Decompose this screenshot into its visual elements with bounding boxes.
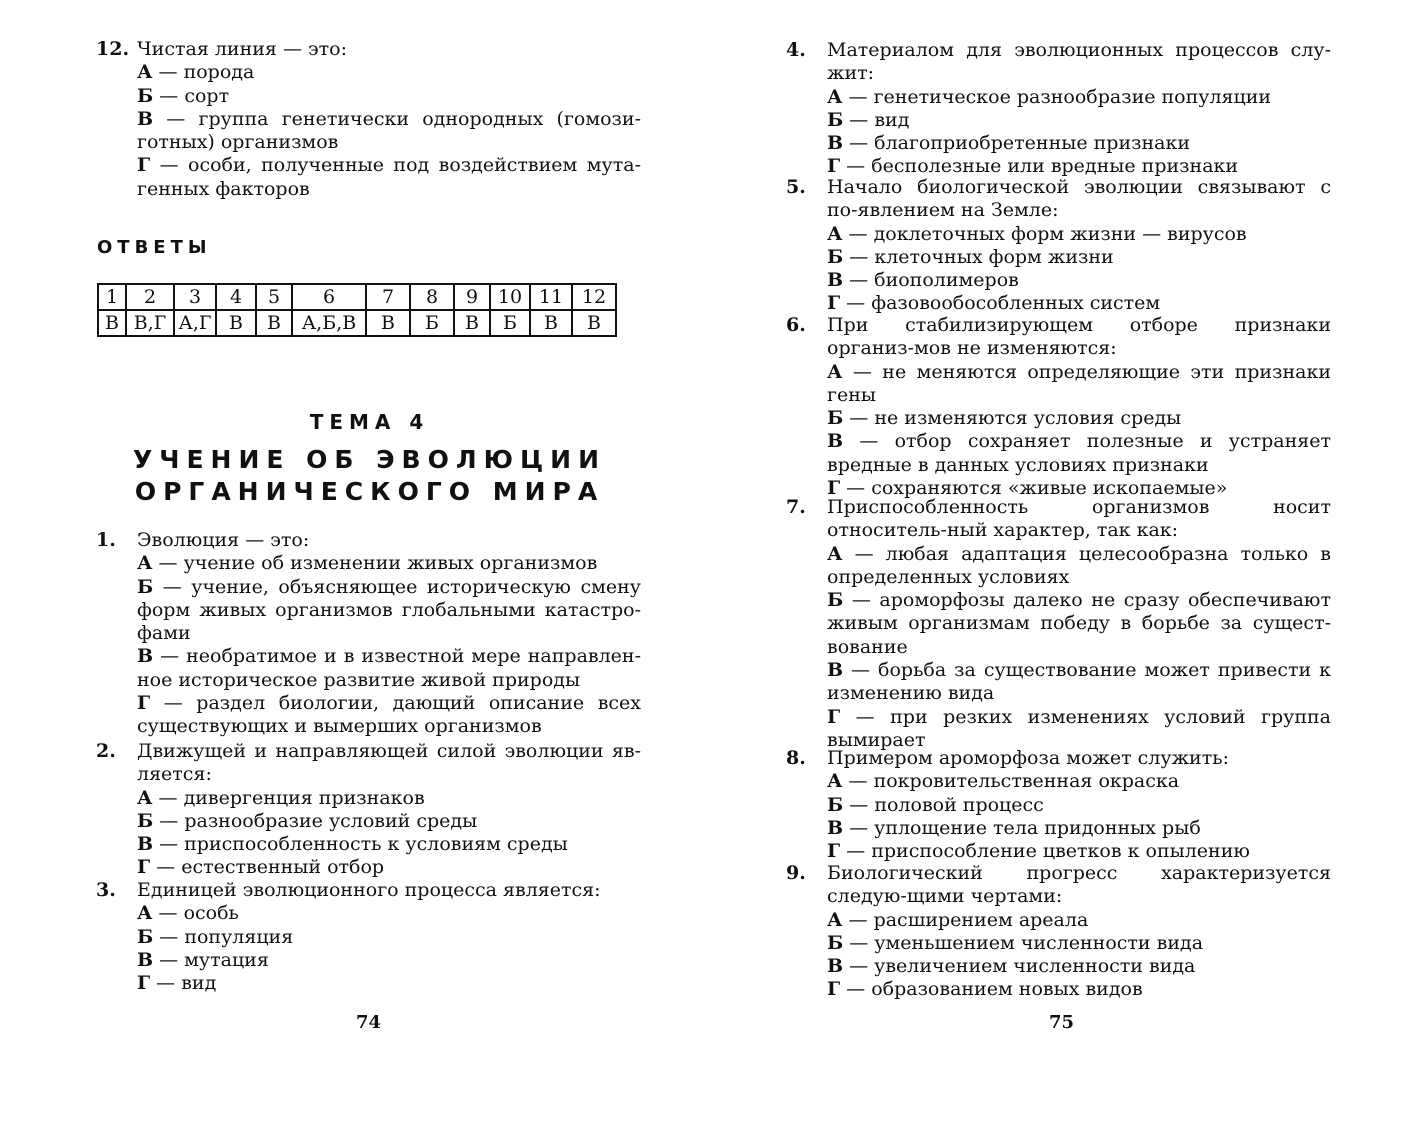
option-v: В — отбор сохраняет полезные и устраняет вредные в данных условиях признаки xyxy=(827,430,1331,476)
option-a: А — покровительственная окраска xyxy=(827,770,1180,793)
answer-number-cell: 3 xyxy=(174,284,216,310)
option-b: Б — клеточных форм жизни xyxy=(827,245,1114,268)
question-stem: Биологический прогресс характеризуется следую-щими чертами: xyxy=(827,862,1331,908)
question-1 xyxy=(96,529,641,739)
option-b: Б — вид xyxy=(827,108,910,131)
answers-table xyxy=(97,283,617,337)
option-g: Г — естественный отбор xyxy=(137,856,385,879)
answers-value-row xyxy=(98,310,616,336)
question-7 xyxy=(786,496,1331,752)
option-v: В — необратимое и в известной мере направлен-ное историческое развитие живой природы xyxy=(137,645,641,691)
answer-value-cell: В xyxy=(530,310,572,336)
option-a: А — генетическое разнообразие популяции xyxy=(827,85,1272,108)
answer-value-cell: Б xyxy=(490,310,530,336)
question-number: 6. xyxy=(786,314,806,336)
topic-title xyxy=(97,444,642,508)
question-number: 8. xyxy=(786,747,806,769)
option-a: А — расширением ареала xyxy=(827,908,1089,931)
question-stem: Примером ароморфоза может служить: xyxy=(827,747,1229,769)
option-a: А — дивергенция признаков xyxy=(137,786,425,809)
option-b: Б — не изменяются условия среды xyxy=(827,407,1182,430)
option-g: Г — образованием новых видов xyxy=(827,978,1143,1001)
question-number: 1. xyxy=(96,529,116,551)
answers-heading: ОТВЕТЫ xyxy=(97,237,212,258)
question-stem: При стабилизирующем отборе признаки организ-мов не изменяются: xyxy=(827,314,1331,360)
option-v: В — увеличением численности вида xyxy=(827,955,1196,978)
topic-number: ТЕМА 4 xyxy=(309,410,430,434)
option-a: А — порода xyxy=(137,61,255,84)
answer-number-cell: 7 xyxy=(366,284,410,310)
answer-value-cell: В xyxy=(366,310,410,336)
question-2 xyxy=(96,740,641,880)
answer-number-cell: 12 xyxy=(572,284,616,310)
option-g: Г — приспособление цветков к опылению xyxy=(827,840,1250,863)
answer-number-cell: 1 xyxy=(98,284,126,310)
option-b: Б — разнообразие условий среды xyxy=(137,809,478,832)
question-5 xyxy=(786,176,1331,316)
option-v: В — приспособленность к условиям среды xyxy=(137,833,568,856)
option-g: Г — особи, полученные под воздействием мута-генных факторов xyxy=(137,154,641,200)
question-stem: Материалом для эволюционных процессов слу-жит: xyxy=(827,39,1331,85)
answers-header-row xyxy=(98,284,616,310)
option-v: В — мутация xyxy=(137,948,269,971)
option-v: В — благоприобретенные признаки xyxy=(827,132,1191,155)
question-number: 4. xyxy=(786,39,806,61)
option-b: Б — половой процесс xyxy=(827,793,1044,816)
answer-value-cell: В xyxy=(454,310,490,336)
question-6 xyxy=(786,314,1331,500)
option-v: В — борьба за существование может привести к изменению вида xyxy=(827,659,1331,705)
question-number: 9. xyxy=(786,862,806,884)
answer-number-cell: 8 xyxy=(410,284,454,310)
question-number: 7. xyxy=(786,496,806,518)
question-3 xyxy=(96,879,641,995)
option-b: Б — уменьшением численности вида xyxy=(827,931,1204,954)
answer-number-cell: 5 xyxy=(256,284,292,310)
right-page xyxy=(709,0,1418,1127)
option-g: Г — сохраняются «живые ископаемые» xyxy=(827,477,1228,500)
answer-number-cell: 10 xyxy=(490,284,530,310)
option-g: Г — раздел биологии, дающий описание всех существующих и вымерших организмов xyxy=(137,692,641,738)
option-a: А — особь xyxy=(137,902,239,925)
page-number: 74 xyxy=(356,1012,382,1033)
answer-value-cell: В,Г xyxy=(126,310,174,336)
answer-number-cell: 2 xyxy=(126,284,174,310)
question-number: 2. xyxy=(96,740,116,762)
question-8 xyxy=(786,747,1331,863)
answer-value-cell: А,Г xyxy=(174,310,216,336)
option-a: А — не меняются определяющие эти признаки гены xyxy=(827,360,1331,406)
question-12 xyxy=(96,38,641,201)
option-g: Г — фазовообособленных систем xyxy=(827,292,1161,315)
answer-value-cell: Б xyxy=(410,310,454,336)
topic-title-line-1: УЧЕНИЕ ОБ ЭВОЛЮЦИИ xyxy=(133,445,606,474)
answer-value-cell: В xyxy=(98,310,126,336)
option-b: Б — ароморфозы далеко не сразу обеспечивают живым организмам победу в борьбе за сущест-вование xyxy=(827,589,1331,658)
answer-value-cell: В xyxy=(572,310,616,336)
option-g: Г — при резких изменениях условий группа вымирает xyxy=(827,705,1331,751)
topic-title-line-2: ОРГАНИЧЕСКОГО МИРА xyxy=(134,477,605,506)
question-stem: Чистая линия — это: xyxy=(137,38,347,60)
option-a: А — доклеточных форм жизни — вирусов xyxy=(827,222,1247,245)
answer-number-cell: 4 xyxy=(216,284,256,310)
question-number: 12. xyxy=(96,38,130,60)
question-number: 3. xyxy=(96,879,116,901)
option-g: Г — бесполезные или вредные признаки xyxy=(827,155,1239,178)
answer-number-cell: 11 xyxy=(530,284,572,310)
option-b: Б — сорт xyxy=(137,84,230,107)
option-v: В — биополимеров xyxy=(827,269,1019,292)
question-stem: Движущей и направляющей силой эволюции яв-ляется: xyxy=(137,740,641,786)
option-v: В — уплощение тела придонных рыб xyxy=(827,816,1201,839)
question-stem: Единицей эволюционного процесса является: xyxy=(137,879,601,901)
option-a: А — учение об изменении живых организмов xyxy=(137,552,598,575)
question-number: 5. xyxy=(786,176,806,198)
option-b: Б — популяция xyxy=(137,925,294,948)
answer-value-cell: В xyxy=(216,310,256,336)
option-a: А — любая адаптация целесообразна только в определенных условиях xyxy=(827,542,1331,588)
option-b: Б — учение, объясняющее историческую смену форм живых организмов глобальными катастро-фами xyxy=(137,575,641,645)
option-v: В — группа генетически однородных (гомози-готных) организмов xyxy=(137,107,641,154)
answer-number-cell: 9 xyxy=(454,284,490,310)
question-4 xyxy=(786,39,1331,179)
answer-number-cell: 6 xyxy=(292,284,366,310)
question-stem: Начало биологической эволюции связывают с по-явлением на Земле: xyxy=(827,176,1331,222)
question-9 xyxy=(786,862,1331,1002)
question-stem: Приспособленность организмов носит относитель-ный характер, так как: xyxy=(827,496,1331,542)
page-number: 75 xyxy=(1049,1012,1075,1033)
option-g: Г — вид xyxy=(137,972,217,995)
question-stem: Эволюция — это: xyxy=(137,529,310,551)
answer-value-cell: В xyxy=(256,310,292,336)
answer-value-cell: А,Б,В xyxy=(292,310,366,336)
